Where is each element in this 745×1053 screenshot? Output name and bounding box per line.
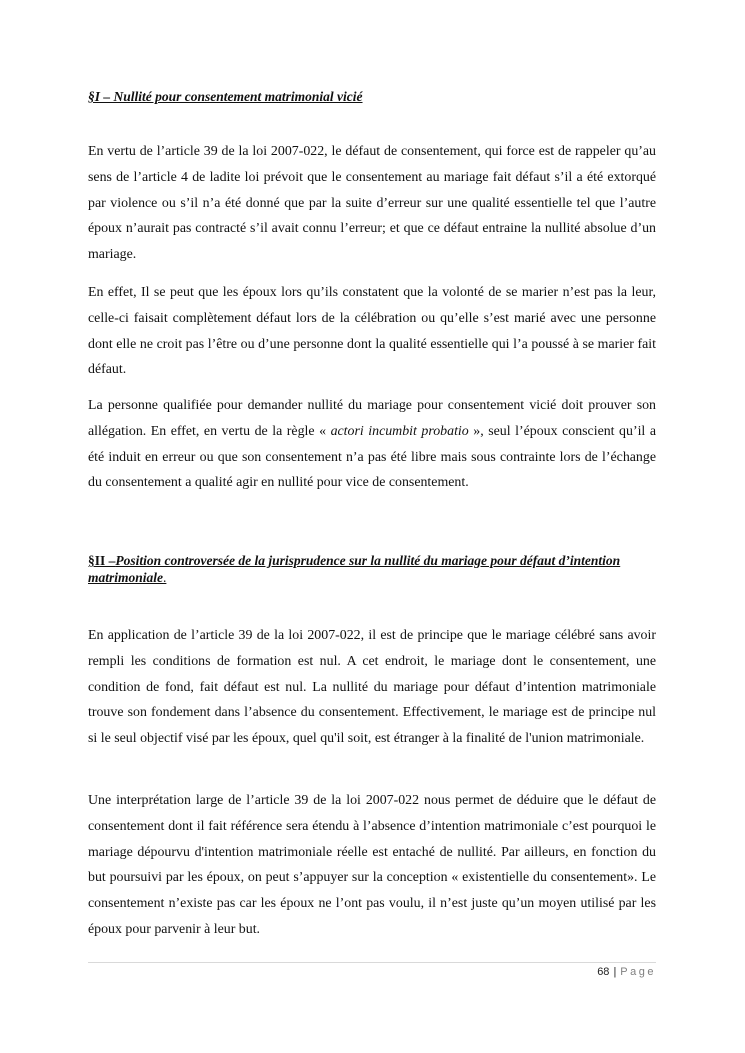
- footer-divider: [88, 962, 656, 963]
- section-1-heading: [88, 88, 656, 105]
- page-footer: [597, 966, 656, 978]
- latin-maxim: actori incumbit probatio: [330, 423, 469, 439]
- section-2-heading-title: Position controversée de la jurisprudence sur la nullité du mariage pour défaut d’intention matrimoniale: [88, 553, 621, 585]
- section-2-heading: [88, 552, 656, 586]
- paragraph-3-text-before: La personne qualifiée pour demander nullité du mariage pour consentement vicié doit prouver son allégation. En effet, en vertu de la règle «: [88, 398, 656, 439]
- section-1-paragraph-2: En effet, Il se peut que les époux lors qu’ils constatent que la volonté de se marier n’est pas la leur, celle-ci faisait complètement défaut lors de la célébration ou qu’elle s’est marié avec une personne dont elle ne croit pas l’être ou d’une personne dont la qualité essentielle qui l’a poussé à se marier fait défaut.: [88, 285, 656, 378]
- section-2-heading-prefix: §II –: [88, 553, 116, 568]
- section-1-paragraph-3: [88, 393, 656, 496]
- section-2-paragraph-1: En application de l’article 39 de la loi 2007-022, il est de principe que le mariage célébré sans avoir rempli les conditions de formation est nul. A cet endroit, le mariage dont le consentement, une condition de fond, fait défaut est nul. La nullité du mariage pour défaut d’intention matrimoniale trouve son fondement dans l’absence du consentement. Effectivement, le mariage est de principe nul si le seul objectif visé par les époux, quel qu'il soit, est étranger à la finalité de l'union matrimoniale.: [88, 628, 656, 747]
- paragraph-3-text-after: », seul l’époux conscient qu’il a été induit en erreur ou que son consentement n’a pas été libre mais sous contrainte lors de l’échange du consentement a qualité agir en nullité pour vice de consentement.: [88, 423, 656, 491]
- page-label: Page: [620, 966, 656, 978]
- section-1-paragraph-1: En vertu de l’article 39 de la loi 2007-022, le défaut de consentement, qui force est de rappeler qu’au sens de l’article 4 de ladite loi prévoit que le consentement au mariage fait défaut s’il a été extorqué par violence ou s’il n’a été donné que par la suite d’erreur sur une qualité essentielle tel que l’autre époux n’aurait pas contracté s’il avait connu l’erreur; et que ce défaut entraine la nullité absolue d’un mariage.: [88, 144, 656, 263]
- page-number: 68: [597, 966, 610, 978]
- section-2-heading-suffix: .: [163, 570, 167, 585]
- section-1-heading-text: §I – Nullité pour consentement matrimonial vicié: [88, 89, 363, 104]
- footer-separator: |: [613, 966, 617, 978]
- section-2-paragraph-2: Une interprétation large de l’article 39 de la loi 2007-022 nous permet de déduire que le défaut de consentement dont il fait référence sera étendu à l’absence d’intention matrimoniale c’est pourquoi le mariage dépourvu d'intention matrimoniale réelle est entaché de nullité. Par ailleurs, en fonction du but poursuivi par les époux, on peut s’appuyer sur la conception « existentielle du consentement». Le consentement n’existe pas car les époux ne l’ont pas voulu, il n’est juste qu’un moyen utilisé par les époux pour parvenir à leur but.: [88, 793, 656, 937]
